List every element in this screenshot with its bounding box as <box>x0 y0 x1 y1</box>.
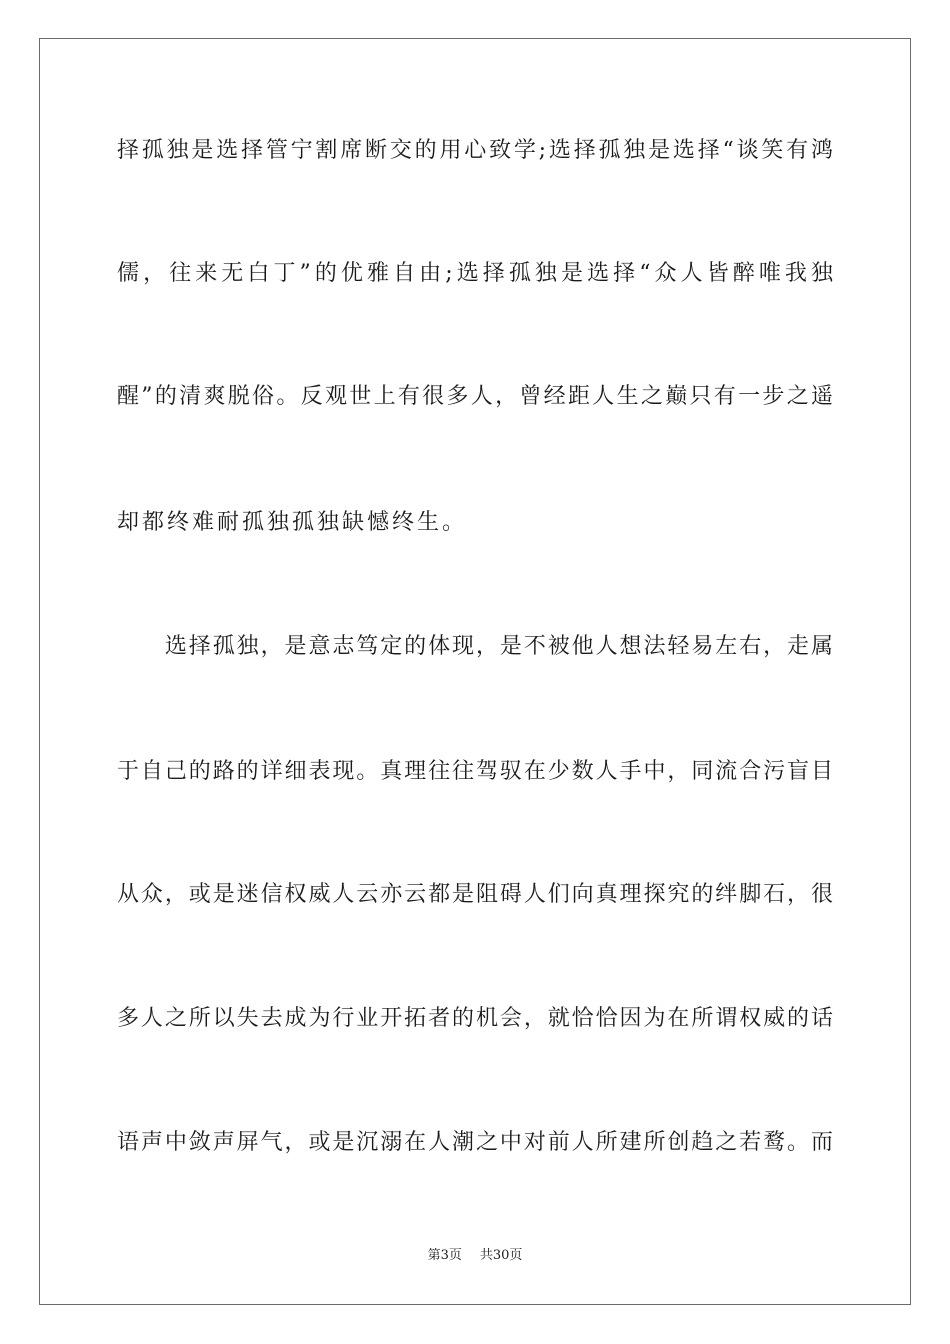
text-line: 于自己的路的详细表现。真理往往驾驭在少数人手中，同流合污盲目 <box>117 759 833 784</box>
text-line: 从众，或是迷信权威人云亦云都是阻碍人们向真理探究的绊脚石，很 <box>117 882 833 907</box>
text-line: 多人之所以失去成为行业开拓者的机会，就恰恰因为在所谓权威的话 <box>117 1006 833 1031</box>
page-current: 第3页 <box>427 1248 462 1263</box>
page-total: 共30页 <box>479 1248 523 1263</box>
page-footer <box>0 1247 950 1265</box>
text-line: 择孤独是选择管宁割席断交的用心致学;选择孤独是选择“谈笑有鸿 <box>117 138 833 163</box>
text-line: 却都终难耐孤独孤独缺憾终生。 <box>117 510 468 535</box>
text-line: 语声中敛声屏气，或是沉溺在人潮之中对前人所建所创趋之若鹜。而 <box>117 1130 833 1155</box>
text-line: 儒，往来无白丁”的优雅自由;选择孤独是选择“众人皆醉唯我独 <box>117 261 833 286</box>
text-line: 醒”的清爽脱俗。反观世上有很多人，曾经距人生之巅只有一步之遥 <box>117 384 833 409</box>
text-line: 选择孤独，是意志笃定的体现，是不被他人想法轻易左右，走属 <box>117 634 833 659</box>
page-border <box>39 38 911 1305</box>
